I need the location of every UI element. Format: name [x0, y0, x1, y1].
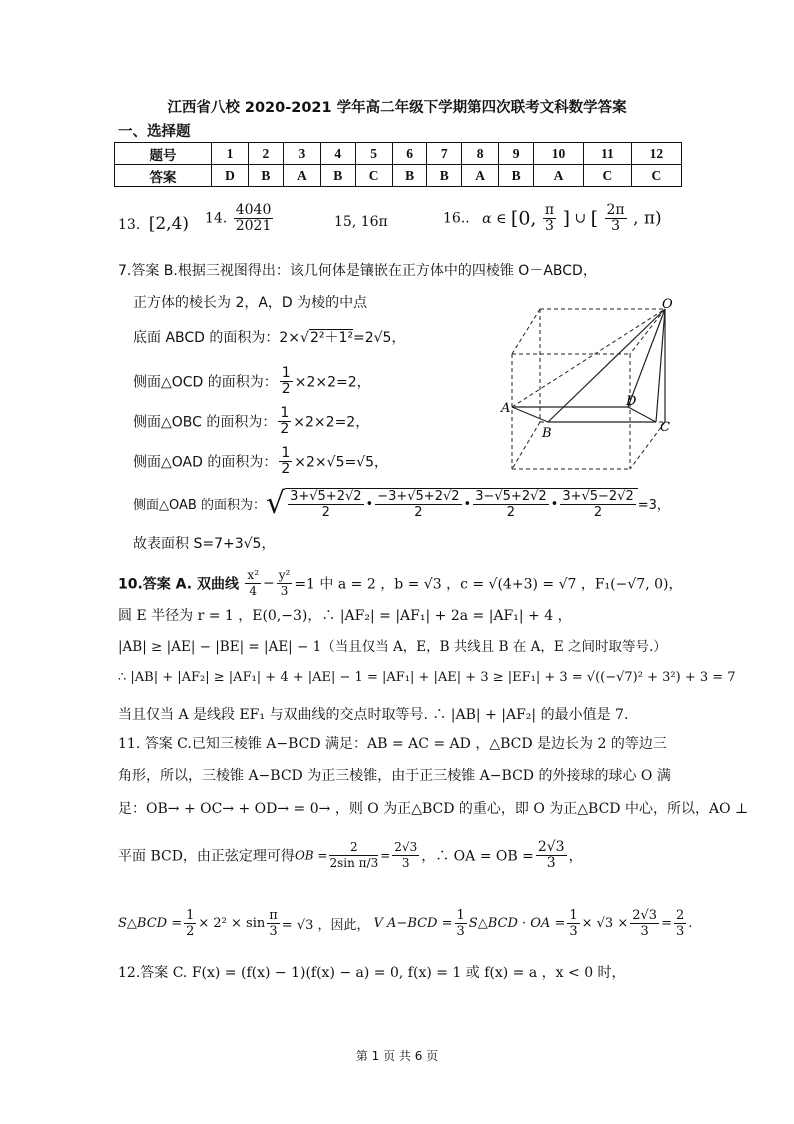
frac-num: −3+√5+2√2 — [377, 488, 460, 504]
frac-num: 2√3 — [537, 839, 565, 855]
frac-2-3 — [674, 908, 686, 939]
q7-obc-value: ×2×2=2， — [293, 414, 370, 431]
q10-label: 10.答案 A. 双曲线 — [118, 576, 239, 593]
q7-oab-frac-1 — [288, 489, 363, 520]
label-O: O — [662, 297, 673, 312]
q7-line-2: 正方体的棱长为 2，A，D 为棱的中点 — [133, 295, 368, 311]
q11-volume-label: V A−BCD = — [373, 916, 453, 931]
q7-line-1: 7.答案 B.根据三视图得出：该几何体是镶嵌在正方体中的四棱锥 O－ABCD， — [118, 263, 597, 279]
q15-answer: 15, 16π — [334, 214, 388, 230]
table-cell-answer: C — [631, 165, 681, 187]
period: . — [688, 916, 693, 931]
q7-oab-frac-3 — [473, 489, 548, 520]
frac-num: 3−√5+2√2 — [475, 488, 547, 504]
q11-oa-text: ，∴ OA = OB = — [421, 848, 534, 865]
equals: = — [661, 916, 672, 931]
q7-ocd-label: 侧面△OCD 的面积为： — [133, 374, 278, 391]
label-A: A — [501, 401, 511, 416]
label-D: D — [626, 394, 637, 409]
q16-prefix: α ∈ — [482, 210, 507, 227]
frac-den: 2 — [321, 504, 330, 520]
table-cell-answer: A — [283, 165, 320, 187]
q10-frac-x2 — [245, 568, 261, 599]
document-title: 江西省八校 2020-2021 学年高二年级下学期第四次联考文科数学答案 — [167, 100, 627, 116]
q7-oab-radicand: $\frac{3+√5+2√2}{2}$ • $\frac{-3+√5+2√2}{2}$ • $\frac{3-√5+2√2}{2}$ • $\frac{3+√5-2√2}{2}$ — [285, 488, 638, 520]
frac-num: 2√3 — [632, 908, 658, 923]
frac-num: 1 — [569, 908, 578, 923]
sqrt-symbol: √ — [265, 486, 286, 521]
table-cell-answer: B — [427, 165, 462, 187]
q16-frac-pi3 — [543, 203, 556, 234]
frac-num: 1 — [280, 405, 290, 421]
q11-ob-label: OB = — [294, 848, 328, 863]
section-choice-heading: 一、选择题 — [118, 124, 191, 140]
q11-line-2: 角形，所以，三棱锥 A−BCD 为正三棱锥，由于正三棱锥 A−BCD 的外接球的球心 O 满 — [118, 768, 671, 784]
table-cell-answer: B — [499, 165, 534, 187]
q7-oab-value: =3， — [637, 498, 670, 513]
frac-den: 2 — [281, 381, 291, 397]
q16-set2-left: [ — [590, 207, 599, 230]
q11-area-mid: × 2² × sin — [198, 916, 266, 931]
frac-num: 2√3 — [394, 840, 418, 854]
q7-line-8: 故表面积 S=7+3√5， — [133, 536, 276, 552]
table-cell-answer: C — [584, 165, 632, 187]
q10-line-1 — [118, 568, 682, 599]
frac-den: 2sin π/3 — [329, 856, 379, 870]
q11-line-4 — [118, 840, 583, 871]
frac-num: 3+√5+2√2 — [290, 488, 362, 504]
frac-den: 3 — [546, 855, 556, 871]
q7-oad-label: 侧面△OAD 的面积为： — [133, 454, 278, 471]
equals: = — [380, 848, 391, 863]
q11-line-3: 足：OB→ + OC→ + OD→ = 0→ ，则 O 为正△BCD 的重心，即 O 为正△BCD 中心，所以，AO ⊥ — [118, 801, 749, 817]
q7-ocd-value: ×2×2=2， — [294, 374, 371, 391]
table-cell-number: 9 — [499, 143, 534, 165]
frac-den: 2 — [506, 504, 516, 520]
half-fraction — [279, 446, 292, 477]
table-cell-number: 8 — [462, 143, 499, 165]
table-cell-number: 10 — [533, 143, 583, 165]
half-fraction — [280, 366, 293, 397]
table-cell-number: 3 — [283, 143, 320, 165]
frac-half — [184, 908, 196, 939]
table-cell-answer: D — [211, 165, 248, 187]
frac-den: 2 — [414, 504, 423, 520]
q16-frac2-den: 3 — [611, 218, 621, 234]
q12-line-1: 12.答案 C. F(x) = (f(x) − 1)(f(x) − a) = 0, f(x) = 1 或 f(x) = a ，x < 0 时， — [118, 965, 626, 981]
frac-den: 2 — [281, 461, 291, 477]
q13-value: [2,4) — [148, 214, 190, 234]
label-B: B — [542, 426, 552, 441]
cube-pyramid-figure — [500, 294, 690, 474]
table-cell-number: 6 — [392, 143, 427, 165]
frac-den: 2 — [280, 421, 290, 437]
q7-oab-label: 侧面△OAB 的面积为： — [133, 498, 266, 513]
q10-line-4: ∴ |AB| + |AF₂| ≥ |AF₁| + 4 + |AE| − 1 = |AF₁| + |AE| + 3 ≥ |EF₁| + 3 = √((−√7)² + 3²) + 3 = 7 — [118, 670, 736, 685]
q7-line-3 — [133, 327, 405, 347]
frac-den: 3 — [675, 924, 685, 939]
q10-line-1-rest: =1 中 a = 2 ，b = √3 ，c = √(4+3) = √7 ，F₁(−√7, 0)， — [294, 576, 683, 593]
q16-frac1-den: 3 — [545, 218, 554, 234]
table-cell-number: 5 — [355, 143, 392, 165]
q16-answer — [443, 203, 662, 234]
sqrt-symbol: √ — [300, 330, 309, 346]
frac-den: 3 — [401, 856, 410, 870]
frac-num: 1 — [456, 908, 465, 923]
table-cell-number: 12 — [631, 143, 681, 165]
table-cell-number: 11 — [584, 143, 632, 165]
table-cell-number: 1 — [211, 143, 248, 165]
q11-line-1: 11. 答案 C.已知三棱锥 A−BCD 满足：AB = AC = AD ，△BCD 是边长为 2 的等边三 — [118, 736, 667, 752]
frac-num: 1 — [186, 908, 195, 923]
q7-oab-frac-2 — [375, 489, 461, 520]
table-header-label: 题号 — [115, 143, 212, 165]
table-cell-answer: B — [249, 165, 284, 187]
table-cell-number: 2 — [249, 143, 284, 165]
q16-frac-2pi3 — [605, 203, 627, 234]
q11-line-4-end: ， — [568, 848, 583, 865]
table-cell-answer: B — [320, 165, 355, 187]
q7-line-4 — [133, 366, 371, 397]
q16-frac2-num: 2π — [606, 202, 625, 218]
q16-set1-left: [0, — [510, 207, 537, 230]
q11-frac-oa — [536, 840, 567, 871]
half-fraction — [278, 406, 291, 437]
q10-line-5: 当且仅当 A 是线段 EF₁ 与双曲线的交点时取等号. ∴ |AB| + |AF₂| 的最小值是 7. — [118, 707, 629, 723]
page-footer: 第 1 页 共 6 页 — [355, 1049, 439, 1063]
q16-label: 16.. — [443, 210, 470, 227]
frac-den: 3 — [280, 584, 289, 598]
table-answer-label: 答案 — [115, 165, 212, 187]
frac-num: x² — [247, 568, 259, 582]
frac-num: 1 — [281, 445, 291, 461]
q16-set2-right: , π) — [633, 208, 662, 229]
q7-base-area-label: 底面 ABCD 的面积为：2× — [133, 330, 301, 346]
q11-area-result: = √3 ，因此， — [281, 918, 370, 933]
q7-line-5 — [133, 406, 369, 437]
table-cell-number: 7 — [427, 143, 462, 165]
frac-third — [567, 908, 579, 939]
frac-den: 2 — [186, 924, 195, 939]
q16-frac1-num: π — [544, 202, 555, 218]
q14-label: 14. — [205, 210, 228, 227]
frac-den: 3 — [456, 924, 465, 939]
table-cell-answer: A — [533, 165, 583, 187]
q16-set1-right: ] — [562, 207, 570, 230]
frac-num: 1 — [281, 365, 291, 381]
q11-area-label: S△BCD = — [118, 916, 183, 931]
q10-line-2: 圆 E 半径为 r = 1 ，E(0,−3)，∴ |AF₂| = |AF₁| + 2a = |AF₁| + 4 ， — [118, 608, 572, 624]
table-cell-answer: C — [355, 165, 392, 187]
q11-frac-2r3 — [392, 840, 419, 871]
q14-answer — [205, 203, 275, 234]
frac-den: 2 — [593, 504, 603, 520]
answer-table-header-row — [115, 143, 682, 165]
q11-line-5 — [118, 908, 692, 939]
q13-answer — [118, 214, 189, 234]
q14-numerator: 4040 — [235, 202, 272, 218]
frac-den: 3 — [640, 924, 649, 939]
q7-oab-frac-4 — [560, 489, 635, 520]
q7-line-7 — [133, 486, 670, 521]
q11-frac-sine — [329, 840, 378, 871]
q16-union: ∪ — [574, 210, 587, 227]
table-cell-number: 4 — [320, 143, 355, 165]
frac-pi3 — [267, 908, 280, 939]
table-cell-answer: A — [462, 165, 499, 187]
answer-table — [114, 142, 682, 187]
q13-label: 13. — [118, 217, 141, 233]
q11-volume-mid: S△BCD · OA = — [468, 916, 566, 931]
q7-oad-value: ×2×√5=√5， — [294, 454, 389, 471]
q11-volume-times: × √3 × — [581, 916, 629, 931]
frac-2r3 — [630, 908, 659, 939]
frac-den: 4 — [249, 584, 258, 598]
q10-frac-y2 — [277, 568, 293, 599]
label-C: C — [660, 420, 670, 435]
table-cell-answer: B — [392, 165, 427, 187]
q7-radicand: 2²＋1² — [309, 330, 353, 346]
frac-third — [455, 908, 467, 939]
q10-line-3: |AB| ≥ |AE| − |BE| = |AE| − 1（当且仅当 A，E，B 共线且 B 在 A，E 之间时取等号.） — [118, 639, 667, 655]
q14-denominator: 2021 — [235, 218, 272, 234]
minus-sign: − — [263, 575, 275, 592]
frac-num: 2 — [675, 908, 685, 923]
q7-obc-label: 侧面△OBC 的面积为： — [133, 414, 277, 431]
q7-base-area-value: =2√5， — [353, 330, 406, 346]
frac-den: 3 — [269, 924, 278, 939]
frac-num: 3+√5−2√2 — [562, 488, 634, 504]
frac-num: 2 — [329, 840, 378, 856]
frac-num: π — [269, 908, 278, 923]
q7-line-6 — [133, 446, 388, 477]
frac-num: y² — [278, 568, 291, 582]
q14-fraction — [234, 203, 274, 234]
q11-sine-law-text: 平面 BCD，由正弦定理可得 — [118, 848, 295, 865]
answer-table-answer-row — [115, 165, 682, 187]
frac-den: 3 — [569, 924, 578, 939]
